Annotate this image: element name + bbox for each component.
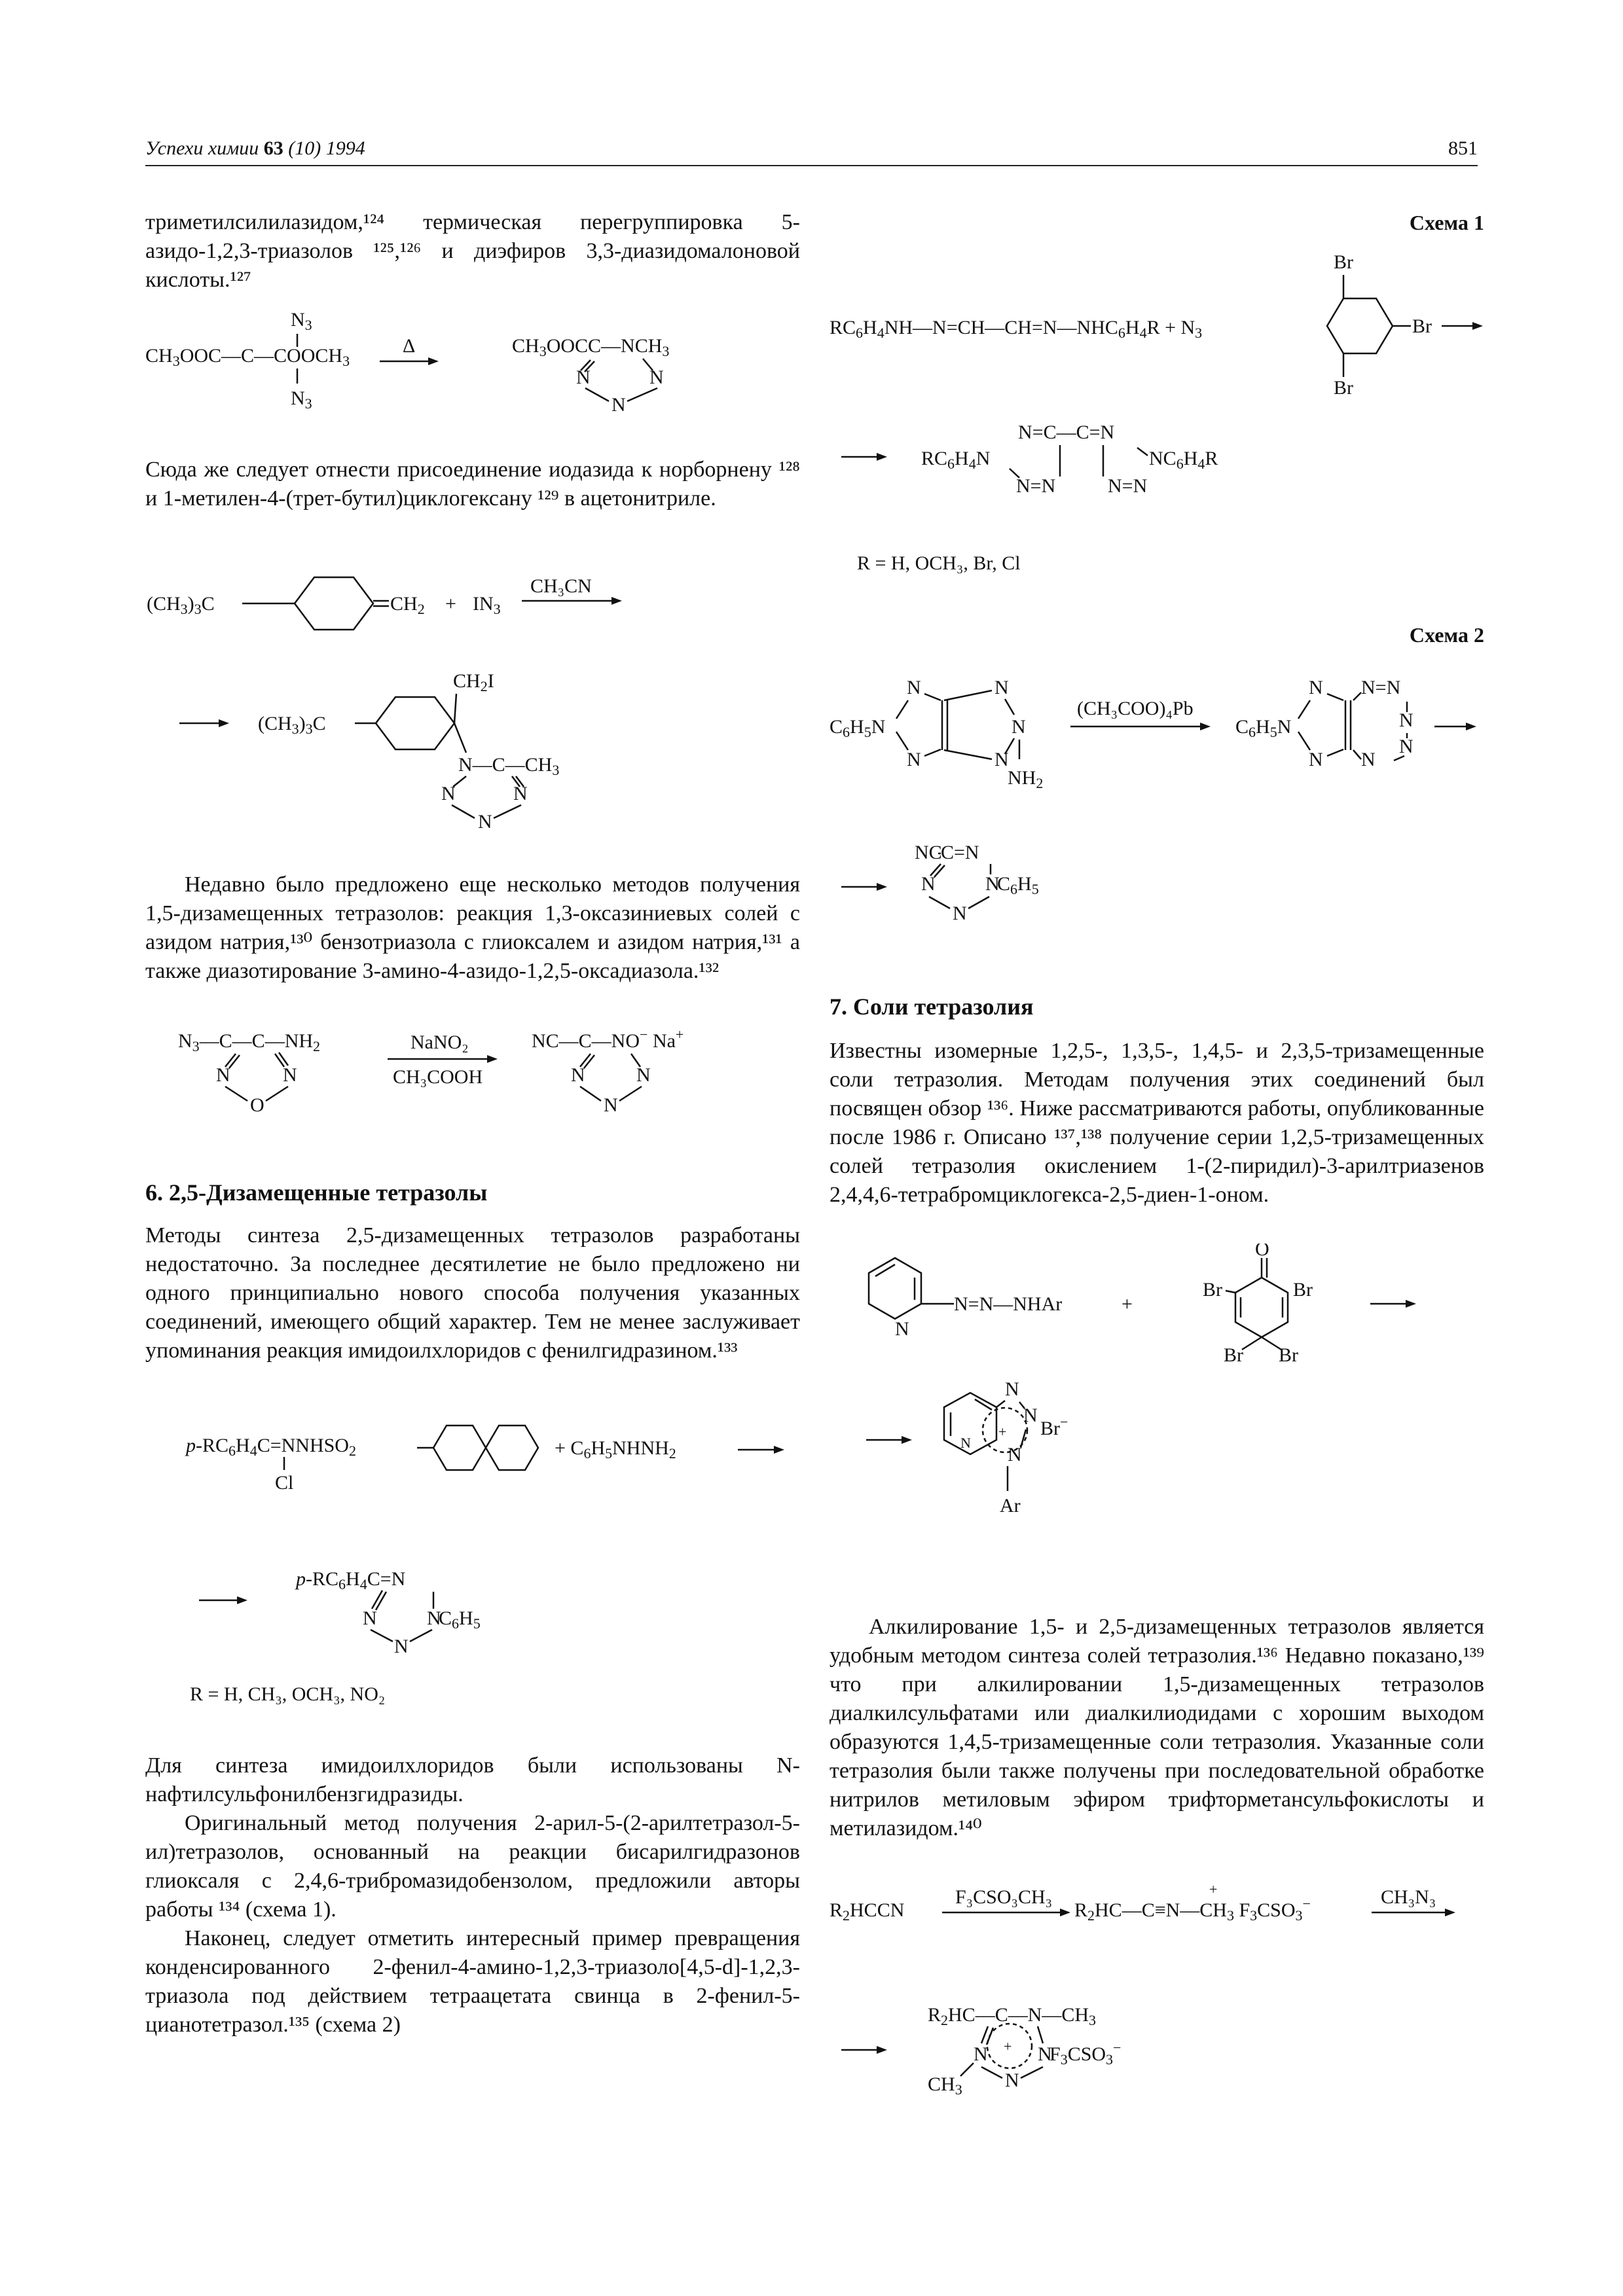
svg-text:RC6H4N: $RC_6H_4N$ [921,448,991,472]
scheme-iodazide-cyclohexane [145,563,800,851]
svg-text:N: N [1005,2070,1019,2091]
svg-text:Br: Br [1334,251,1353,273]
svg-text:CH3OOCC—NCH3: $CH_3OOCC—NCH_3$ [512,335,670,359]
svg-text:N: N [1008,1444,1022,1465]
svg-text:N—C—CH3: $N—C—CH_3$ [458,754,560,778]
scheme-pyridyltriazene-oxidation [830,1244,1484,1610]
methylazide-label: CH₃N₃ [1381,1886,1436,1908]
svg-text:N: N [1309,749,1323,770]
scheme2-triazolotriazole-oxidation [830,661,1484,936]
journal-name: Успехи химии [145,137,259,159]
svg-text:p-RC6H4C=N: $p-RC_6H_4C=N$ [296,1568,406,1592]
svg-text:IN3: $IN_3$ [473,593,501,617]
svg-text:NC—C—NO− Na+: NC—C—NO− Na+ [532,1026,684,1052]
svg-text:N: N [216,1064,230,1086]
svg-text:Br: Br [1279,1344,1298,1366]
svg-text:N: N [974,2043,988,2065]
ch3cn-label: CH₃CN [530,575,592,597]
para-final-example: Наконец, следует отметить интересный пример превращения конденсированного 2-фенил-4-амино-1,2,3-триазоло[4,5-d]-1,2,3-триазола под действием тетраацетата свинца в 2-фенил-5-цианотетразол.¹³⁵ (схема 2) [145,1926,800,2037]
svg-text:R2HC—C—N—CH3: $R_2HC—C—N—CH_3$ [928,2004,1097,2028]
svg-text:N: N [571,1064,585,1086]
svg-text:N: N [1361,749,1376,770]
para-recent-methods: Недавно было предложено еще несколько методов получения 1,5-дизамещенных тетразолов: реакция 1,3-оксазиниевых солей с азидом натрия,¹³⁰ бензотриазола с глиоксалем и азидом натрия,¹³¹ а также диазотирование 3-амино-4-азидо-1,2,5-оксадиазола.¹³² [145,872,800,983]
svg-text:Br: Br [1203,1279,1222,1300]
svg-text:N: N [1309,677,1323,698]
svg-text:N: N [611,394,626,416]
svg-text:N: N [907,749,921,770]
svg-text:N: N [994,677,1009,698]
svg-text:R2HC—C≡N—CH3 F3CSO3−: $R_2HC—C\equiv N—CH_3$ $F_3CSO_3^-$ [1074,1895,1311,1924]
para-alkylation: Алкилирование 1,5- и 2,5-дизамещенных тетразолов является удобным методом синтеза солей тетразолия.¹³⁶ Недавно показано,¹³⁹ что при алкилировании 1,5-дизамещенных тетразолов диалкилсульфатами или диалкилиодидами с хорошим выходом образуются 1,4,5-тризамещенные соли тетразолия. Указанные соли тетразолия были также получены при последовательной обработке нитрилов метиловым эфиром трифторметансульфокислоты и метилазидом.¹⁴⁰ [830,1615,1484,1840]
svg-text:N: N [513,783,528,804]
svg-text:N: N [1023,1405,1038,1426]
para-intro: триметилсилилазидом,¹²⁴ термическая перегруппировка 5-азидо-1,2,3-триазолов ¹²⁵,¹²⁶ и диэфиров 3,3-диазидомалоновой кислоты.¹²⁷ [145,210,800,292]
scheme-oxadiazole-diazotization [145,1021,800,1139]
para-methods: Методы синтеза 2,5-дизамещенных тетразолов разработаны недостаточно. За последнее десятилетие не было предложено ни одного принципиально нового способа получения указанных соединений, имеющего общий характер. Тем не менее заслуживает упоминания реакция имидоилхлоридов с фенилгидразином.¹³³ [145,1223,800,1363]
svg-text:(CH3)3C: $(CH_3)_3C$ [258,713,326,737]
svg-text:N3: $N_3$ [291,387,312,412]
scheme1-label: Схема 1 [1409,211,1484,234]
svg-text:N: N [576,367,591,388]
para-iodazide: Сюда же следует отнести присоединение иодазида к норборнену ¹²⁸ и 1-метилен-4-(трет-бутил)циклогексану ¹²⁹ в ацетонитриле. [145,457,800,511]
svg-text:N3: $N_3$ [291,309,312,333]
svg-text:N: N [636,1064,651,1086]
svg-text:+ C6H5NHNH2: + $C_6H_5NHNH_2$ [555,1437,676,1462]
svg-text:C6H5N: $C_6H_5N$ [1235,716,1292,740]
svg-text:+: + [1122,1293,1133,1315]
svg-text:N: N [649,367,664,388]
svg-text:p-RC6H4C=NNHSO2: $p-RC_6H_4C=NNHSO_2$ [186,1435,356,1459]
svg-text:NC: NC [915,842,942,863]
svg-text:C=N: C=N [941,842,979,863]
svg-text:N: N [478,811,492,833]
svg-text:N: N [1399,736,1413,757]
svg-text:+: + [1004,2038,1012,2054]
svg-text:N: N [427,1607,441,1629]
lead-tetraacetate-label: (CH₃COO)₄Pb [1077,698,1194,719]
svg-text:CH3: $CH_3$ [928,2073,962,2098]
svg-text:+: + [998,1424,1007,1440]
section6-heading: 6. 2,5-Дизамещенные тетразолы [145,1179,488,1206]
svg-text:N: N [363,1607,377,1629]
para-known-salts: Известны изомерные 1,2,5-, 1,3,5-, 1,4,5- и 2,3,5-тризамещенные соли тетразолия. Методам получения этих соединений был посвящен обзор ¹³⁶. Ниже рассматриваются работы, опубликованные после 1986 г. Описано ¹³⁷,¹³⁸ получение серии 1,2,5-тризамещенных солей тетразолия окислением 1-(2-пиридил)-3-арилтриазенов 2,4,4,6-тетрабромциклогекса-2,5-диен-1-оном. [830,1039,1484,1207]
page-number: 851 [1448,137,1478,159]
section7-heading: 7. Соли тетразолия [830,994,1034,1020]
svg-text:N: N [1399,709,1413,731]
svg-text:C6H5: $C_6H_5$ [439,1607,481,1632]
svg-text:Br: Br [1412,315,1432,337]
svg-text:NC6H4R: $NC_6H_4R$ [1149,448,1218,472]
svg-text:N: N [921,873,936,895]
scheme2-label: Схема 2 [1409,623,1484,647]
svg-text:R2HCCN: $R_2HCCN$ [830,1899,905,1924]
delta-label: Δ [403,335,416,357]
volume: 63 [263,137,283,159]
issue-year: (10) 1994 [288,137,365,159]
r-substituents-left: R = H, CH₃, OCH₃, NO₂ [190,1683,386,1705]
svg-text:Br: Br [1224,1344,1243,1366]
running-header [145,137,365,160]
svg-text:C6H5: $C_6H_5$ [997,873,1039,897]
svg-text:N=N—NHAr: N=N—NHAr [954,1293,1063,1315]
para-original-method: Оригинальный метод получения 2-арил-5-(2-арилтетразол-5-ил)тетразолов, основанный на реакции бисарилгидразонов глиоксаля с 2,4,6-трибромазидобензолом, предложили авторы работы ¹³⁴ (схема 1). [145,1811,800,1922]
scheme-imidoyl-chloride [145,1414,800,1708]
svg-text:N=N: N=N [1108,475,1148,497]
svg-text:+: + [1209,1881,1218,1897]
svg-text:N: N [1005,1378,1019,1400]
svg-text:F3CSO3−: $F_3CSO_3^-$ [1049,2039,1122,2068]
svg-text:O: O [250,1094,264,1116]
svg-text:Cl: Cl [275,1472,294,1494]
r-substituents-right: R = H, OCH₃, Br, Cl [857,552,1021,574]
svg-text:N=C—C=N: N=C—C=N [1018,422,1115,443]
svg-text:RC6H4NH—N=CH—CH=N—NHC6H4R + N3: $RC_6H_4NH—N=CH—CH=N—NHC_6H_4R + N_3$ [830,317,1203,341]
svg-text:N=N: N=N [1361,677,1401,698]
svg-text:+: + [445,593,456,615]
svg-text:N: N [907,677,921,698]
svg-text:Ar: Ar [1000,1495,1021,1516]
svg-text:N: N [994,749,1009,770]
svg-text:N: N [441,783,456,804]
svg-text:N: N [1038,2043,1052,2065]
svg-text:N=N: N=N [1016,475,1056,497]
svg-text:N: N [283,1064,297,1086]
triflate-label: F₃CSO₃CH₃ [955,1886,1053,1908]
scheme-nitrile-alkylation [830,1878,1484,2127]
svg-text:N: N [1012,716,1026,738]
svg-text:CH2I: $CH_2I$ [453,670,494,694]
svg-text:CH2: $CH_2$ [390,593,425,617]
svg-text:(CH3)3C: $(CH_3)_3C$ [147,593,215,617]
svg-text:N: N [394,1636,409,1657]
svg-text:Br: Br [1293,1279,1313,1300]
svg-text:N: N [960,1435,971,1451]
svg-text:O: O [1255,1244,1269,1260]
svg-text:N: N [985,873,1000,895]
scheme-diazidomalonate [145,306,800,431]
svg-text:CH3OOC—C—COOCH3: $CH_3OOC—C—COOCH_3$ [145,345,350,369]
ch3cooh-label: CH₃COOH [393,1066,483,1088]
svg-text:Br−: Br− [1040,1414,1068,1439]
svg-text:C6H5N: $C_6H_5N$ [830,716,886,740]
svg-text:Br: Br [1334,377,1353,399]
para-synth: Для синтеза имидоилхлоридов были использованы N-нафтилсульфонилбензгидразиды. [145,1753,800,1806]
nano2-label: NaNO₂ [410,1031,469,1053]
svg-text:N: N [895,1318,909,1340]
scheme1-glyoxal-bishydrazone [830,249,1484,576]
svg-text:N3—C—C—NH2: $N_3—C—C—NH_2$ [178,1030,321,1054]
svg-text:N: N [604,1094,618,1116]
svg-text:N: N [953,903,967,924]
svg-text:NH2: $NH_2$ [1008,767,1044,791]
header-rule [145,165,1478,166]
